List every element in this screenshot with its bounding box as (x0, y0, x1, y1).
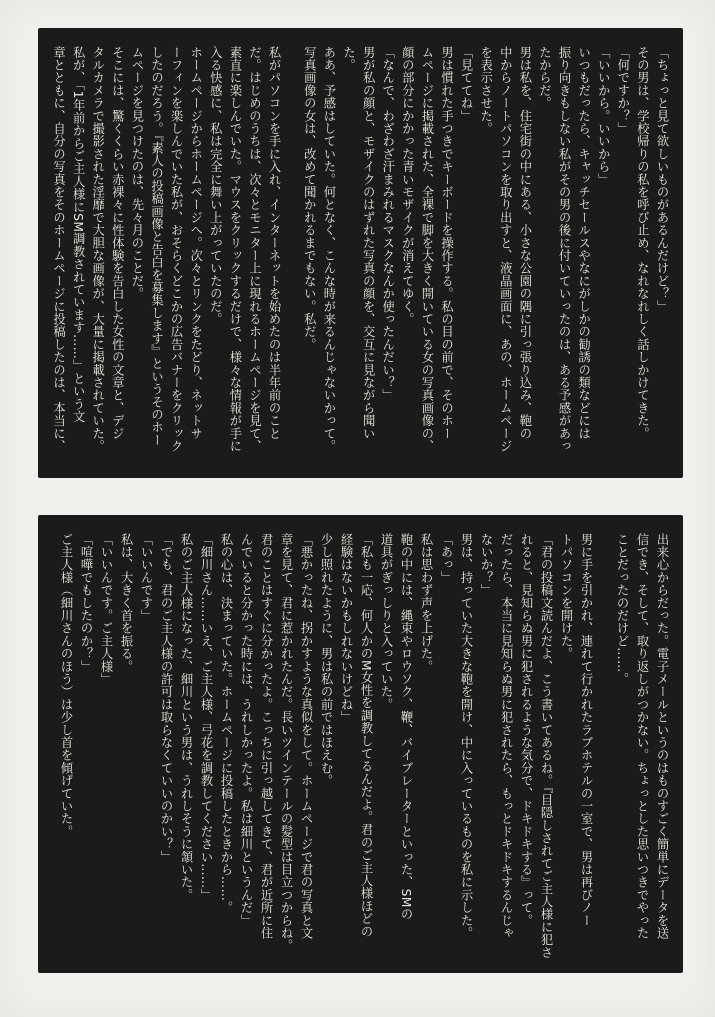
text-line: 「でも、君のご主人様の許可は取らなくていいのかい？」 (159, 533, 173, 864)
text-line: 出来心からだった。電子メールというのはものすごく簡単にデータを送 (655, 533, 669, 940)
text-line: 入る快感に、私は完全に舞い上がっていたのだ。 (208, 46, 223, 326)
text-line: だ。はじめのうちは、次々とモニター上に現れるホームページを見て、 (247, 46, 262, 453)
text-line: 君のことはすぐに分かったよ。こっちに引っ越してきて、君が近所に住 (259, 533, 273, 940)
text-line: いつもだったら、キャッチセールスやなにがしかの勧誘の類などには (576, 46, 591, 440)
text-line: 中からノートパソコンを取り出すと、液晶画面に、あの、ホームページ (498, 46, 513, 453)
text-line: その男は、学校帰りの私を呼び止め、なれなれしく話しかけてきた。 (635, 46, 650, 440)
text-line: 「細川さん……いえ、ご主人様、弓花を調教してください……」 (199, 533, 213, 902)
text-line: 私の心は、決まっていた。ホームページに投稿したときから……。 (219, 533, 233, 914)
text-line: た。 (341, 46, 356, 72)
text-line: 「いいんです」 (139, 533, 153, 622)
text-line: 私は、大きく首を振る。 (119, 533, 133, 673)
top-text-panel (38, 28, 683, 478)
text-line: ないか？」 (479, 533, 493, 597)
text-line: 男が私の顔と、モザイクのはずれた写真の顔を、交互に見ながら聞い (361, 46, 376, 440)
text-line: 男は慣れた手つきでキーボードを操作する。私の目の前で、そのホー (439, 46, 454, 440)
text-line (597, 533, 611, 959)
text-line: 男に手を引かれ、連れて行かれたラブホテルの一室で、男は再びノー (579, 533, 593, 927)
text-line: 「悪かったね、拐かすような真似をして。ホームページで君の写真と文 (299, 533, 313, 940)
text-line: ーフィンを楽しんでいた私が、おそらくどこかの広告バナーをクリック (169, 46, 184, 453)
text-line: んでいると分かった時には、うれしかったよ。私は細川というんだ」 (239, 533, 253, 927)
text-line: ムページを見つけたのは、先々月のことだ。 (129, 46, 144, 300)
text-line: 章を見て、君に惹かれたんだ。長いツインテールの髪型は目立つからね。 (279, 533, 293, 953)
text-line: 「あっ」 (439, 533, 453, 584)
text-line: トパソコンを開けた。 (559, 533, 573, 660)
text-line: そこには、驚くくらい赤裸々に性体験を告白した女性の文章と、デジ (110, 46, 125, 440)
text-line: ことだったのだけど……。 (615, 533, 629, 686)
text-line: 「君の投稿文読んだよ、こう書いてあるね。『目隠しされてご主人様に犯さ (539, 533, 553, 959)
text-line: れると、見知らぬ男に犯されるような気分で、ドキドキする』って。 (519, 533, 533, 927)
text-line: ホームページからホームページへ。次々とリンクをたどり、ネットサ (188, 46, 203, 440)
text-line: 「いいんです。ご主人様」 (99, 533, 113, 686)
text-line: タルカメラで撮影された淫靡で大胆な画像が、大量に掲載されていた。 (90, 46, 105, 453)
top-text-columns (50, 46, 671, 464)
bottom-text-columns (50, 533, 671, 959)
text-line: を表示させた。 (478, 46, 493, 135)
text-line: 男は、持っていた大きな鞄を開け、中に入っているものを私に示した。 (459, 533, 473, 940)
text-line: 「ちょっと見て欲しいものがあるんだけど？」 (655, 46, 669, 313)
text-line: 「いいから。いいから」 (596, 46, 611, 186)
text-line: 私のご主人様になった、細川という男は、うれしそうに頷いた。 (179, 533, 193, 902)
text-line: ああ、予感はしていた。何となく、こんな時が来るんじゃないかって。 (321, 46, 336, 453)
text-line: 写真画像の女は、改めて聞かれるまでもない。私だ。 (302, 46, 317, 351)
text-line: たからだ。 (537, 46, 552, 110)
text-line: 私は思わず声を上げた。 (419, 533, 433, 673)
text-line: 「なんで、わざわざ汗まみれるマスクなんか使ったんだい？」 (380, 46, 395, 402)
text-line: 私が、「1年前からご主人様にSM調教されています……」という文 (71, 46, 86, 423)
text-line: だったら、本当に見知らぬ男に犯されたら、もっとドキドキするんじゃ (499, 533, 513, 940)
text-line: したのだろう。『素人の投稿画像と告白を募集します』というそのホー (149, 46, 164, 447)
text-line: 振り向きもしない私がその男の後に付いていったのは、ある予感があっ (557, 46, 572, 453)
text-line: 私がパソコンを手に入れ、インターネットを始めたのは半年前のこと (267, 46, 282, 440)
text-line: 信でき、そして、取り返しがつかない。ちょっとした思いつきでやった (635, 533, 649, 940)
text-line: 男は私を、住宅街の中にある、小さな公園の隅に引っ張り込み、鞄の (517, 46, 532, 440)
text-line: 少し照れたように、男は私の前ではほえむ。 (319, 533, 333, 787)
text-line: ご主人様（細川さんのほう）は少し首を傾げていた。 (59, 533, 73, 838)
text-line: 章とともに、自分の写真をそのホームページに投稿したのは、本当に、 (51, 46, 66, 453)
text-line: 素直に楽しんでいた。マウスをクリックするだけで、様々な情報が手に (227, 46, 242, 453)
text-line: ムページに掲載された、全裸で脚を大きく開いている女の写真画像の、 (419, 46, 434, 453)
text-line: 道具がぎっしりと入っていた。 (379, 533, 393, 711)
text-line: 「私も一応、何人かのM女性を調教してるんだよ。君のご主人様ほどの (359, 533, 373, 938)
text-line: 「何ですか？」 (615, 46, 630, 135)
bottom-text-panel (38, 515, 683, 973)
text-line: 鞄の中には、縄束やロウソク、鞭、バイブレーターといった、SMの (399, 533, 413, 921)
text-line: 「喧嘩でもしたのか？」 (79, 533, 93, 673)
text-line: 経験はないかもしれないけどね」 (339, 533, 353, 724)
text-line: 顔の部分にかかった青いモザイクが消えてゆく。 (400, 46, 415, 326)
text-line: 「見ててね」 (459, 46, 474, 123)
text-line (285, 46, 299, 464)
